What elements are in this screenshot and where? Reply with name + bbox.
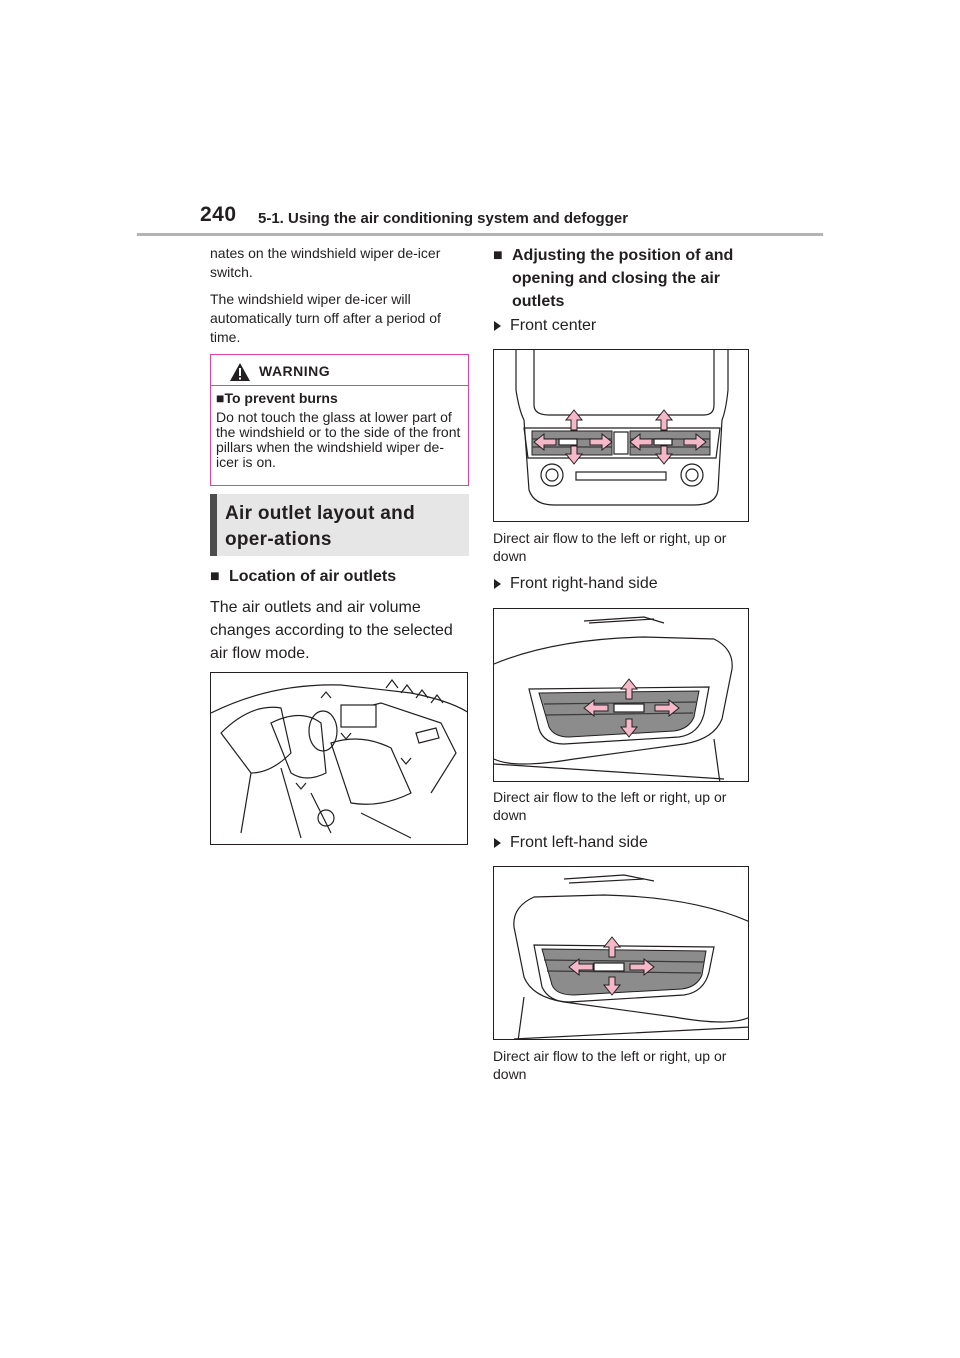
- triangle-bullet-icon: [494, 579, 501, 589]
- front-left-illustration: [494, 867, 749, 1040]
- warning-triangle-icon: [229, 362, 251, 382]
- section-heading-box: [210, 494, 469, 556]
- right-column: [493, 244, 755, 313]
- warning-header: [211, 355, 468, 386]
- interior-air-outlets-figure: [210, 672, 468, 845]
- header-divider: [137, 233, 823, 236]
- front-right-illustration: [494, 609, 749, 782]
- paragraph-auto-off: The windshield wiper de-icer will automatically turn off after a period of time.: [210, 291, 441, 345]
- square-bullet-icon: ■: [216, 390, 225, 406]
- triangle-bullet-icon: [494, 321, 501, 331]
- running-header: 5-1. Using the air conditioning system and defogger: [258, 210, 629, 227]
- square-bullet-icon: ■: [493, 247, 503, 264]
- caption-front-center: Direct air flow to the left or right, up or down: [493, 530, 727, 564]
- warning-text: Do not touch the glass at lower part of the windshield or to the side of the front pillars when the windshield wiper de-icer is on.: [216, 409, 461, 470]
- caption-front-left: Direct air flow to the left or right, up or down: [493, 1048, 727, 1082]
- warning-box: [210, 354, 469, 486]
- subheading-location: ■ Location of air outlets: [210, 565, 472, 588]
- warning-title: WARNING: [259, 363, 331, 379]
- item-front-right: Front right-hand side: [493, 574, 658, 594]
- section-heading: Air outlet layout and oper-ations: [225, 503, 415, 550]
- warning-subtitle: ■To prevent burns: [216, 390, 338, 406]
- square-bullet-icon: ■: [210, 568, 220, 585]
- location-block: [210, 565, 472, 665]
- front-center-figure: [493, 349, 749, 522]
- item-front-left: Front left-hand side: [493, 833, 648, 853]
- left-column: [210, 244, 472, 347]
- page-number: 240: [200, 203, 237, 226]
- interior-illustration: [211, 673, 468, 845]
- paragraph-continued: nates on the windshield wiper de-icer switch.: [210, 245, 441, 280]
- subheading-adjusting: ■ Adjusting the position of and opening and closing the air outlets: [493, 244, 755, 313]
- triangle-bullet-icon: [494, 838, 501, 848]
- front-right-figure: [493, 608, 749, 782]
- item-front-center: Front center: [493, 316, 596, 336]
- front-center-illustration: [494, 350, 749, 522]
- caption-front-right: Direct air flow to the left or right, up or down: [493, 789, 727, 823]
- front-left-figure: [493, 866, 749, 1040]
- location-body: The air outlets and air volume changes according to the selected air flow mode.: [210, 599, 453, 662]
